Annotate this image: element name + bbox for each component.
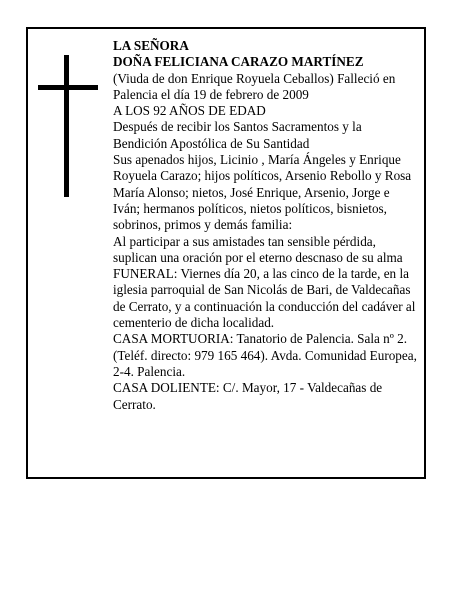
funeral-details: FUNERAL: Viernes día 20, a las cinco de la tarde, en la iglesia parroquial de San Nicolás de Bari, de Valdecañas de Cerrato, y a continuación la conducción del cadáver al cementerio de dicha localidad.: [113, 266, 416, 331]
funeral-home-details: CASA MORTUORIA: Tanatorio de Palencia. Sala nº 2. (Teléf. directo: 979 165 464). Avda. Comunidad Europea, 2-4. Palencia.: [113, 331, 417, 379]
family-home-address: CASA DOLIENTE: C/. Mayor, 17 - Valdecañas de Cerrato.: [113, 380, 383, 412]
widow-and-death-date: (Viuda de don Enrique Royuela Ceballos) Falleció en Palencia el día 19 de febrero de 2009: [113, 70, 396, 102]
cross-vertical-bar: [64, 55, 69, 197]
family-members: Sus apenados hijos, Licinio , María Ángeles y Enrique Royuela Carazo; hijos políticos, Arsenio Rebollo y Rosa María Alonso; nietos, José Enrique, Arsenio, Jorge e Iván; hermanos políticos, nietos políticos, bisnietos, sobrinos, primos y demás familia:: [113, 152, 412, 233]
heading-title: LA SEÑORA: [113, 38, 189, 53]
deceased-name: DOÑA FELICIANA CARAZO MARTÍNEZ: [113, 54, 364, 70]
cross-horizontal-bar: [38, 85, 98, 90]
obituary-text: [113, 38, 418, 413]
sacraments-note: Después de recibir los Santos Sacramentos y la Bendición Apostólica de Su Santidad: [113, 119, 362, 151]
latin-cross-icon: [38, 55, 98, 197]
age-at-death: A LOS 92 AÑOS DE EDAD: [113, 103, 266, 119]
prayer-request: Al participar a sus amistades tan sensible pérdida, suplican una oración por el eterno descnaso de su alma: [113, 233, 403, 265]
